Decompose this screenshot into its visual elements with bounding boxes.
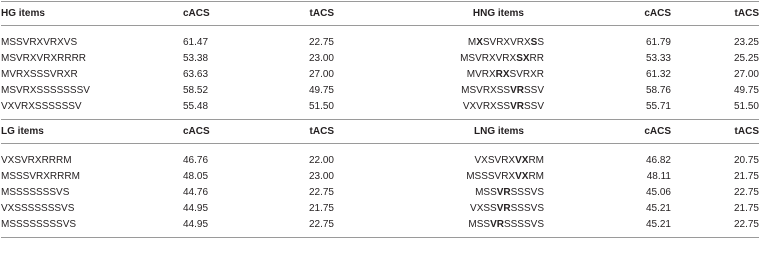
right-tacs-cell: 21.75 — [733, 202, 759, 214]
right-cacs-cell: 55.71 — [645, 100, 671, 112]
spacer-row — [1, 26, 759, 35]
table-body — [1, 2, 759, 238]
table-row — [1, 34, 759, 50]
right-item-cell — [334, 82, 582, 98]
left-item-cell: VXVRXSSSSSSV — [1, 100, 82, 112]
substituted-residues: VX — [515, 170, 529, 182]
right-item-cell — [334, 184, 582, 200]
substituted-residues: VR — [490, 218, 504, 230]
header-left-cacs: cACS — [161, 2, 249, 26]
substituted-residues: S — [530, 36, 538, 48]
left-item-cell: VXSVRXRRRM — [1, 154, 72, 166]
right-item-cell — [334, 34, 582, 50]
right-item-cell — [334, 168, 582, 184]
left-cacs-cell: 53.38 — [183, 52, 209, 64]
sequence-segment: RR — [529, 52, 544, 64]
right-tacs-cell: 25.25 — [733, 52, 759, 64]
section-header-row — [1, 120, 759, 144]
sequence-segment: VXVRXSS — [462, 100, 511, 112]
right-tacs-cell: 20.75 — [733, 154, 759, 166]
table-row — [1, 184, 759, 200]
sequence-segment: VXSVRX — [474, 154, 516, 166]
left-item-cell: MSVRXSSSSSSSV — [1, 84, 90, 96]
header-left-item: LG items — [1, 120, 161, 144]
header-right-tacs: tACS — [671, 120, 759, 144]
right-cacs-cell: 45.21 — [645, 202, 671, 214]
left-cacs-cell: 44.95 — [183, 218, 209, 230]
right-tacs-cell: 51.50 — [733, 100, 759, 112]
substituted-residues: VR — [496, 186, 511, 198]
left-item-cell: VXSSSSSSSVS — [1, 202, 75, 214]
substituted-residues: VR — [510, 100, 524, 112]
right-tacs-cell: 21.75 — [733, 170, 759, 182]
left-tacs-cell: 22.75 — [308, 218, 334, 230]
left-cacs-cell: 55.48 — [183, 100, 209, 112]
left-cacs-cell: 58.52 — [183, 84, 209, 96]
right-cacs-cell: 61.32 — [645, 68, 671, 80]
header-left-tacs: tACS — [249, 120, 334, 144]
table-row — [1, 168, 759, 184]
left-item-cell: MSVRXVRXRRRR — [1, 52, 87, 64]
left-item-cell: MSSSVRXRRRM — [1, 170, 80, 182]
left-item-cell: MSSSSSSSVS — [1, 186, 70, 198]
sequence-segment: RM — [528, 170, 544, 182]
table-row — [1, 152, 759, 168]
header-left-item: HG items — [1, 2, 161, 26]
table-row — [1, 216, 759, 232]
left-item-cell: MSSSSSSSSVS — [1, 218, 77, 230]
right-item-cell — [334, 66, 582, 82]
sequence-segment: SSV — [523, 100, 544, 112]
left-cacs-cell: 44.76 — [183, 186, 209, 198]
sequence-segment: SSSVS — [510, 186, 544, 198]
table-row — [1, 200, 759, 216]
left-cacs-cell: 63.63 — [183, 68, 209, 80]
right-cacs-cell: 53.33 — [645, 52, 671, 64]
right-tacs-cell: 23.25 — [733, 36, 759, 48]
sequence-segment: MSSSVRX — [466, 170, 516, 182]
left-cacs-cell: 48.05 — [183, 170, 209, 182]
table-row — [1, 50, 759, 66]
left-item-cell: MSSVRXVRXVS — [1, 36, 78, 48]
sequence-segment: SVRXVRX — [482, 36, 531, 48]
left-cacs-cell: 61.47 — [183, 36, 209, 48]
left-tacs-cell: 51.50 — [308, 100, 334, 112]
header-left-cacs: cACS — [161, 120, 249, 144]
right-cacs-cell: 45.06 — [645, 186, 671, 198]
substituted-residues: VR — [510, 84, 524, 96]
header-right-item: LNG items — [334, 120, 582, 144]
section-header-row — [1, 2, 759, 26]
substituted-residues: VX — [515, 154, 529, 166]
left-item-cell: MVRXSSSVRXR — [1, 68, 78, 80]
table-row — [1, 66, 759, 82]
right-tacs-cell: 22.75 — [733, 218, 759, 230]
substituted-residues: SX — [516, 52, 530, 64]
right-cacs-cell: 45.21 — [645, 218, 671, 230]
left-cacs-cell: 44.95 — [183, 202, 209, 214]
right-item-cell — [334, 200, 582, 216]
sequence-segment: RM — [528, 154, 544, 166]
left-tacs-cell: 23.00 — [308, 52, 334, 64]
right-item-cell — [334, 98, 582, 114]
left-tacs-cell: 22.00 — [308, 154, 334, 166]
sequence-segment: SVRXR — [509, 68, 544, 80]
sequence-segment: SSSVS — [510, 202, 544, 214]
bottom-rule-row — [1, 232, 759, 238]
right-cacs-cell: 58.76 — [645, 84, 671, 96]
results-table — [1, 1, 759, 238]
sequence-segment: MSVRXVRX — [460, 52, 517, 64]
right-item-cell — [334, 152, 582, 168]
right-tacs-cell: 22.75 — [733, 186, 759, 198]
header-left-tacs: tACS — [249, 2, 334, 26]
right-item-cell — [334, 50, 582, 66]
sequence-segment: S — [537, 36, 544, 48]
left-tacs-cell: 22.75 — [308, 186, 334, 198]
substituted-residues: VR — [496, 202, 511, 214]
table-row — [1, 82, 759, 98]
spacer-row — [1, 144, 759, 153]
left-tacs-cell: 21.75 — [308, 202, 334, 214]
right-item-cell — [334, 216, 582, 232]
sequence-segment: MSS — [475, 186, 497, 198]
sequence-segment: VXSS — [470, 202, 497, 214]
left-tacs-cell: 27.00 — [308, 68, 334, 80]
right-cacs-cell: 48.11 — [646, 170, 671, 182]
sequence-segment: MVRX — [466, 68, 496, 80]
sequence-segment: SSV — [523, 84, 544, 96]
left-tacs-cell: 23.00 — [308, 170, 334, 182]
header-right-cacs: cACS — [582, 2, 671, 26]
left-cacs-cell: 46.76 — [183, 154, 209, 166]
sequence-segment: MSS — [468, 218, 491, 230]
sequence-segment: SSSSVS — [503, 218, 544, 230]
left-tacs-cell: 22.75 — [308, 36, 334, 48]
right-tacs-cell: 49.75 — [733, 84, 759, 96]
header-right-cacs: cACS — [582, 120, 671, 144]
table-row — [1, 98, 759, 114]
right-cacs-cell: 46.82 — [645, 154, 671, 166]
left-tacs-cell: 49.75 — [308, 84, 334, 96]
header-right-tacs: tACS — [671, 2, 759, 26]
substituted-residues: RX — [495, 68, 510, 80]
sequence-segment: MSVRXSS — [461, 84, 511, 96]
substituted-residues: X — [476, 36, 483, 48]
right-cacs-cell: 61.79 — [645, 36, 671, 48]
sequence-segment: M — [467, 36, 477, 48]
right-tacs-cell: 27.00 — [733, 68, 759, 80]
header-right-item: HNG items — [334, 2, 582, 26]
